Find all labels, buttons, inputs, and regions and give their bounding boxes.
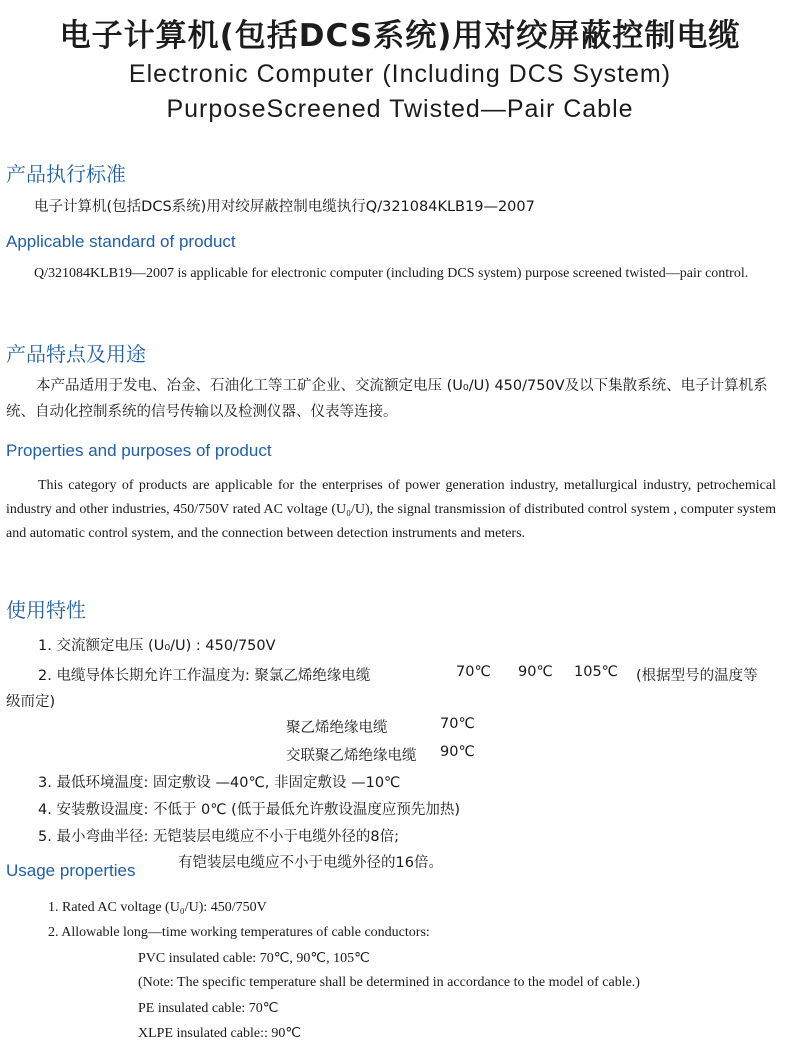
usage-en-xlpe: XLPE insulated cable:: 90℃	[138, 1026, 302, 1041]
usage-cn-item-5-cont: 有铠装层电缆应不小于电缆外径的16倍。	[178, 855, 443, 871]
usage-en-item-1: 1. Rated AC voltage (U₀/U): 450/750V	[48, 900, 267, 915]
usage-cn-item-4: 4. 安装敷设温度: 不低于 0℃ (低于最低允许敷设温度应预先加热)	[38, 802, 460, 818]
usage-en-pe: PE insulated cable: 70℃	[138, 1001, 279, 1016]
usage-cn-xlpe-label: 交联聚乙烯绝缘电缆	[286, 748, 417, 764]
properties-text-en: This category of products are applicable for the enterprises of power generation industry, metallurgical industry, petrochemical industry and other industries, 450/750V rated AC voltage (U₀/U), the signal transmission of distributed control system , computer system and automatic control system, and the connection between detection instruments and meters.	[6, 478, 776, 541]
usage-cn-pe-temp: 70℃	[440, 716, 475, 732]
usage-cn-item-3: 3. 最低环境温度: 固定敷设 —40℃, 非固定敷设 —10℃	[38, 775, 401, 791]
usage-cn-temp-105: 105℃	[574, 664, 618, 680]
usage-cn-temp-90: 90℃	[518, 664, 553, 680]
usage-en-note: (Note: The specific temperature shall be determined in accordance to the model of cable.)	[138, 975, 640, 990]
usage-cn-xlpe-temp: 90℃	[440, 744, 475, 760]
heading-properties-en: Properties and purposes of product	[6, 441, 272, 460]
title-english-line1: Electronic Computer (Including DCS System)	[128, 60, 672, 88]
standard-text-en: Q/321084KLB19—2007 is applicable for electronic computer (including DCS system) purpose screened twisted—pair control.	[34, 266, 749, 281]
usage-cn-item-1: 1. 交流额定电压 (U₀/U) : 450/750V	[38, 638, 276, 654]
usage-cn-temp-note: (根据型号的温度等	[636, 668, 758, 684]
title-english-line2: PurposeScreened Twisted—Pair Cable	[166, 95, 634, 123]
heading-standard-cn: 产品执行标准	[6, 162, 126, 186]
usage-en-pvc: PVC insulated cable: 70℃, 90℃, 105℃	[138, 951, 370, 966]
usage-cn-pe-label: 聚乙烯绝缘电缆	[286, 720, 388, 736]
usage-cn-temp-note-cont: 级而定)	[6, 694, 56, 710]
heading-properties-cn: 产品特点及用途	[6, 342, 146, 366]
properties-text-cn: 本产品适用于发电、冶金、石油化工等工矿企业、交流额定电压 (U₀/U) 450/750V及以下集散系统、电子计算机系统、自动化控制系统的信号传输以及检测仪器、仪表等连接。	[6, 378, 768, 420]
heading-usage-en: Usage properties	[6, 861, 136, 880]
usage-en-item-2: 2. Allowable long—time working temperatures of cable conductors:	[48, 925, 430, 940]
heading-usage-cn: 使用特性	[6, 598, 86, 622]
heading-standard-en: Applicable standard of product	[6, 232, 236, 251]
title-chinese: 电子计算机(包括DCS系统)用对绞屏蔽控制电缆	[59, 18, 741, 54]
usage-cn-temp-70: 70℃	[456, 664, 491, 680]
usage-cn-item-5: 5. 最小弯曲半径: 无铠装层电缆应不小于电缆外径的8倍;	[38, 829, 400, 845]
standard-text-cn: 电子计算机(包括DCS系统)用对绞屏蔽控制电缆执行Q/321084KLB19—2007	[34, 199, 535, 215]
usage-cn-item-2: 2. 电缆导体长期允许工作温度为: 聚氯乙烯绝缘电缆	[38, 668, 371, 684]
